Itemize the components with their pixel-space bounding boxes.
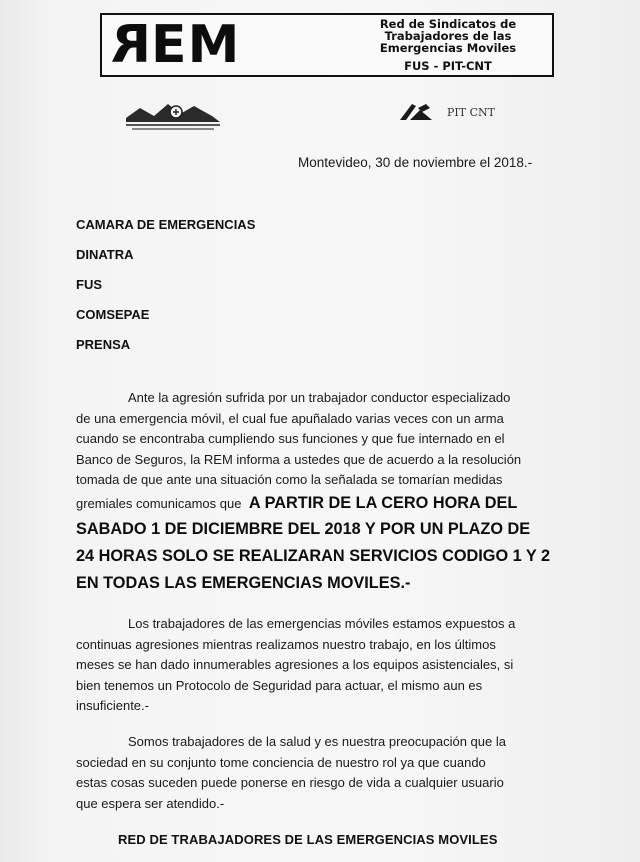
paragraph-3: Somos trabajadores de la salud y es nuestra preocupación que la sociedad en su conjunto tome conciencia de nuestro rol ya que cuando estas cosas suceden puede ponerse en riesgo de vida a cualquier usuario que espera ser atendido.- — [76, 734, 506, 811]
paragraph-2: Los trabajadores de las emergencias móviles estamos expuestos a continuas agresiones mientras realizamos nuestro trabajo, en los últimos meses se han dado innumerables agresiones a los equipos asistenciales, si bien tenemos un Protocolo de Seguridad para actuar, el mismo aun es insuficiente.- — [76, 616, 516, 713]
org-name: Red de Sindicatos de Trabajadores de las Emergencias Moviles — [379, 17, 517, 55]
rem-header-logo — [100, 13, 554, 77]
letter-date: Montevideo, 30 de noviembre el 2018.- — [298, 155, 533, 170]
announcement-emphasis: A PARTIR DE LA CERO HORA DEL — [248, 494, 518, 512]
recipient-item: DINATRA — [76, 247, 134, 262]
recipient-list — [76, 216, 255, 366]
announcement-lead-in: gremiales comunicamos que — [76, 496, 242, 511]
paragraph-1: Ante la agresión sufrida por un trabajador conductor especializado de una emergencia móvil, el cual fue apuñalado varias veces con un arma cuando se encontraba cumpliendo sus funciones y que fue internado en el Banco de Seguros, la REM informa a ustedes que de acuerdo a la resolución tomada de que ante una situación como la señalada se tomarían medidas — [76, 390, 522, 487]
recipient-item: CAMARA DE EMERGENCIAS — [76, 217, 256, 232]
recipient-item: PRENSA — [76, 337, 131, 352]
rem-logo-word: REM — [110, 15, 241, 75]
recipient-item: COMSEPAE — [76, 307, 150, 322]
pit-cnt-label: PIT CNT — [447, 106, 495, 119]
announcement-line-1 — [76, 494, 517, 513]
announcement-emphasis: SABADO 1 DE DICIEMBRE DEL 2018 Y POR UN PLAZO DE — [76, 520, 531, 538]
org-affiliation: FUS - PIT-CNT — [404, 59, 492, 73]
signature-line: RED DE TRABAJADORES DE LAS EMERGENCIAS MOVILES — [118, 832, 498, 847]
fus-logo-icon — [120, 100, 228, 134]
announcement-emphasis: 24 HORAS SOLO SE REALIZARAN SERVICIOS CODIGO 1 Y 2 — [76, 547, 551, 565]
recipient-item: FUS — [76, 277, 102, 292]
announcement-emphasis: EN TODAS LAS EMERGENCIAS MOVILES.- — [76, 574, 411, 592]
